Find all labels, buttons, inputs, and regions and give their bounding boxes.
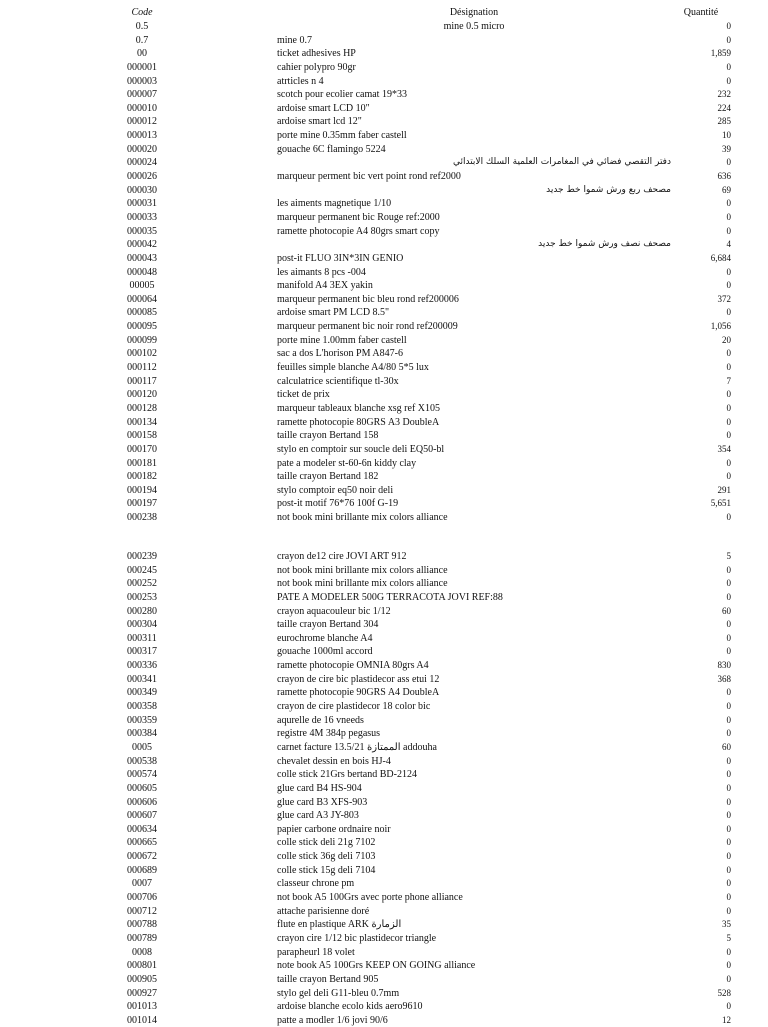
item-code: 000238 xyxy=(127,512,157,524)
table-row xyxy=(0,143,768,157)
item-quantity: 0 xyxy=(726,402,731,413)
item-code: 000788 xyxy=(127,919,157,931)
item-quantity: 636 xyxy=(717,171,731,182)
item-quantity: 528 xyxy=(717,987,731,998)
item-designation: glue card B4 HS-904 xyxy=(277,782,362,794)
item-code: 000033 xyxy=(127,211,157,223)
item-quantity: 0 xyxy=(726,225,731,236)
table-row xyxy=(0,714,768,728)
item-code: 000117 xyxy=(127,375,157,387)
item-designation: sac a dos L'horison PM A847-6 xyxy=(277,348,403,360)
item-code: 000182 xyxy=(127,471,157,483)
table-row xyxy=(0,484,768,498)
table-row xyxy=(0,932,768,946)
item-designation: marqueur perment bic vert point rond ref2000 xyxy=(277,171,461,183)
table-row xyxy=(0,47,768,61)
item-designation: chevalet dessin en bois HJ-4 xyxy=(277,755,391,767)
item-code: 000194 xyxy=(127,484,157,496)
item-code: 000574 xyxy=(127,769,157,781)
item-code: 000605 xyxy=(127,782,157,794)
item-quantity: 0 xyxy=(726,430,731,441)
item-quantity: 291 xyxy=(717,484,731,495)
item-quantity: 35 xyxy=(722,919,731,930)
table-row xyxy=(0,782,768,796)
table-row xyxy=(0,347,768,361)
item-code: 000607 xyxy=(127,810,157,822)
item-code: 000706 xyxy=(127,892,157,904)
table-row xyxy=(0,388,768,402)
table-row xyxy=(0,577,768,591)
inventory-table-block-2 xyxy=(0,550,768,1027)
item-quantity: 0 xyxy=(726,851,731,862)
item-quantity: 354 xyxy=(717,443,731,454)
item-quantity: 0 xyxy=(726,782,731,793)
item-designation: gouache 1000ml accord xyxy=(277,646,373,658)
item-quantity: 4 xyxy=(726,239,731,250)
item-quantity: 12 xyxy=(722,1014,731,1025)
item-designation: ardoise smart lcd 12" xyxy=(277,116,362,128)
item-quantity: 372 xyxy=(717,293,731,304)
item-code: 0007 xyxy=(132,878,152,890)
item-code: 000020 xyxy=(127,143,157,155)
item-designation: ramette photocopie A4 80grs smart copy xyxy=(277,225,440,237)
table-row xyxy=(0,156,768,170)
item-code: 000026 xyxy=(127,171,157,183)
table-row xyxy=(0,591,768,605)
item-quantity: 0 xyxy=(726,837,731,848)
item-code: 000048 xyxy=(127,266,157,278)
item-designation: colle stick 21Grs bertand BD-2124 xyxy=(277,769,417,781)
item-quantity: 0 xyxy=(726,878,731,889)
table-row xyxy=(0,75,768,89)
item-quantity: 0 xyxy=(726,21,731,31)
item-designation: les aiments magnetique 1/10 xyxy=(277,198,392,210)
item-quantity: 232 xyxy=(717,89,731,100)
item-designation: not book mini brillante mix colors alliance xyxy=(277,564,448,576)
item-code: 000158 xyxy=(127,430,157,442)
item-designation: patte a modler 1/6 jovi 90/6 xyxy=(277,1014,388,1026)
item-quantity: 0 xyxy=(726,905,731,916)
item-designation: دفتر التقصي فضائي في المغامرات العلمية السلك الابتدائي xyxy=(452,157,671,168)
table-row xyxy=(0,61,768,75)
item-code: 001014 xyxy=(127,1014,157,1026)
item-designation: marqueur permanent bic Rouge ref:2000 xyxy=(277,211,440,223)
item-quantity: 5 xyxy=(726,551,731,561)
table-row xyxy=(0,891,768,905)
table-row xyxy=(0,564,768,578)
item-designation: ticket adhesives HP xyxy=(277,48,356,60)
item-designation: مصحف ربع ورش شموا خط جديد xyxy=(546,184,671,195)
table-row xyxy=(0,946,768,960)
table-row xyxy=(0,959,768,973)
table-row xyxy=(0,88,768,102)
table-row xyxy=(0,1000,768,1014)
item-quantity: 0 xyxy=(726,578,731,589)
item-code: 000280 xyxy=(127,605,157,617)
item-quantity: 0 xyxy=(726,1001,731,1012)
item-code: 000012 xyxy=(127,116,157,128)
table-row xyxy=(0,102,768,116)
item-code: 000102 xyxy=(127,348,157,360)
table-row xyxy=(0,184,768,198)
item-designation: مصحف نصف ورش شموا خط جديد xyxy=(538,239,671,250)
item-designation: papier carbone ordnaire noir xyxy=(277,823,391,835)
item-quantity: 0 xyxy=(726,362,731,373)
header-code: Code xyxy=(131,7,153,18)
item-code: 000789 xyxy=(127,932,157,944)
item-designation: ardoise smart PM LCD 8.5" xyxy=(277,307,390,319)
item-quantity: 0 xyxy=(726,755,731,766)
item-quantity: 0 xyxy=(726,892,731,903)
item-code: 000634 xyxy=(127,823,157,835)
item-code: 000007 xyxy=(127,89,157,101)
item-designation: crayon cire 1/12 bic plastidecor triangle xyxy=(277,932,437,944)
table-row xyxy=(0,238,768,252)
item-designation: crayon de cire plastidecor 18 color bic xyxy=(277,701,431,713)
item-designation: stylo gel deli G11-bleu 0.7mm xyxy=(277,987,400,999)
item-designation: taille crayon Bertand 304 xyxy=(277,619,379,631)
item-designation: ramette photocopie 80GRS A3 DoubleA xyxy=(277,416,440,428)
item-quantity: 0 xyxy=(726,266,731,277)
item-designation: not book A5 100Grs avec porte phone alliance xyxy=(277,892,463,904)
item-code: 000134 xyxy=(127,416,157,428)
item-quantity: 0 xyxy=(726,810,731,821)
item-designation: carnet facture 13.5/21 الممتازة addouha xyxy=(277,741,437,753)
item-quantity: 0 xyxy=(726,211,731,222)
table-row xyxy=(0,836,768,850)
item-quantity: 0 xyxy=(726,946,731,957)
item-designation: pate a modeler st-60-6n kiddy clay xyxy=(277,457,417,469)
table-row xyxy=(0,796,768,810)
item-code: 000085 xyxy=(127,307,157,319)
table-row xyxy=(0,457,768,471)
item-quantity: 0 xyxy=(726,457,731,468)
item-code: 000311 xyxy=(127,632,157,644)
item-quantity: 7 xyxy=(726,375,731,386)
table-row xyxy=(0,429,768,443)
item-designation: post-it FLUO 3IN*3IN GENIO xyxy=(277,252,404,264)
item-quantity: 69 xyxy=(722,184,731,195)
item-quantity: 0 xyxy=(726,157,731,168)
item-designation: glue card B3 XFS-903 xyxy=(277,796,368,808)
item-code: 000239 xyxy=(127,551,157,562)
item-code: 000181 xyxy=(127,457,157,469)
item-quantity: 0 xyxy=(726,389,731,400)
item-code: 000170 xyxy=(127,443,157,455)
item-designation: note book A5 100Grs KEEP ON GOING alliance xyxy=(277,960,476,972)
item-designation: eurochrome blanche A4 xyxy=(277,632,373,644)
item-code: 000099 xyxy=(127,334,157,346)
table-row xyxy=(0,375,768,389)
item-quantity: 5,651 xyxy=(710,498,731,509)
item-designation: porte mine 0.35mm faber castell xyxy=(277,130,407,142)
item-designation: mine 0.7 xyxy=(277,34,312,46)
item-designation: marqueur tableaux blanche xsg ref X105 xyxy=(277,402,440,414)
item-designation: attache parisienne doré xyxy=(277,905,370,917)
item-quantity: 0 xyxy=(726,348,731,359)
table-row xyxy=(0,361,768,375)
item-code: 0.5 xyxy=(135,21,149,32)
item-code: 000095 xyxy=(127,321,157,333)
table-row xyxy=(0,877,768,891)
table-row xyxy=(0,252,768,266)
item-designation: taille crayon Bertand 905 xyxy=(277,973,379,985)
item-code: 000001 xyxy=(127,61,157,73)
item-quantity: 10 xyxy=(722,130,731,141)
item-designation: ramette photocopie 90GRS A4 DoubleA xyxy=(277,687,440,699)
item-designation: stylo en comptoir sur soucle deli EQ50-bl xyxy=(277,443,445,455)
item-designation: post-it motif 76*76 100f G-19 xyxy=(277,498,399,510)
item-code: 000665 xyxy=(127,837,157,849)
item-quantity: 0 xyxy=(726,646,731,657)
item-code: 000043 xyxy=(127,252,157,264)
item-code: 000031 xyxy=(127,198,157,210)
table-row xyxy=(0,973,768,987)
inventory-table-block-1 xyxy=(0,20,768,525)
item-designation: ardoise smart LCD 10" xyxy=(277,102,370,114)
item-quantity: 5 xyxy=(726,932,731,943)
item-designation: porte mine 1.00mm faber castell xyxy=(277,334,407,346)
table-row xyxy=(0,768,768,782)
item-code: 000197 xyxy=(127,498,157,510)
item-designation: glue card A3 JY-803 xyxy=(277,810,359,822)
item-designation: flute en plastique ARK الزمارة xyxy=(277,919,402,931)
item-designation: colle stick 36g deli 7103 xyxy=(277,851,376,863)
item-code: 000689 xyxy=(127,864,157,876)
item-code: 000341 xyxy=(127,673,157,685)
item-code: 000064 xyxy=(127,293,157,305)
item-designation: not book mini brillante mix colors alliance xyxy=(277,512,448,524)
table-header xyxy=(0,7,768,21)
item-quantity: 0 xyxy=(726,591,731,602)
item-quantity: 39 xyxy=(722,143,731,154)
item-designation: gouache 6C flamingo 5224 xyxy=(277,143,386,155)
item-quantity: 0 xyxy=(726,75,731,86)
table-row xyxy=(0,1014,768,1027)
item-code: 000712 xyxy=(127,905,157,917)
item-quantity: 20 xyxy=(722,334,731,345)
table-row xyxy=(0,755,768,769)
item-quantity: 60 xyxy=(722,605,731,616)
header-designation: Désignation xyxy=(449,7,499,18)
item-designation: les aimants 8 pcs -004 xyxy=(277,266,366,278)
item-quantity: 0 xyxy=(726,973,731,984)
item-quantity: 0 xyxy=(726,471,731,482)
table-row xyxy=(0,34,768,48)
item-designation: stylo comptoir eq50 noir deli xyxy=(277,484,394,496)
table-row xyxy=(0,864,768,878)
item-quantity: 0 xyxy=(726,416,731,427)
item-code: 000035 xyxy=(127,225,157,237)
table-row xyxy=(0,211,768,225)
item-code: 000317 xyxy=(127,646,157,658)
table-row xyxy=(0,129,768,143)
table-row xyxy=(0,823,768,837)
table-row xyxy=(0,20,768,34)
item-code: 000013 xyxy=(127,130,157,142)
table-row xyxy=(0,320,768,334)
item-code: 000304 xyxy=(127,619,157,631)
item-code: 000606 xyxy=(127,796,157,808)
item-quantity: 0 xyxy=(726,714,731,725)
item-code: 000384 xyxy=(127,728,157,740)
item-code: 000030 xyxy=(127,184,157,196)
item-code: 000010 xyxy=(127,102,157,114)
item-code: 000252 xyxy=(127,578,157,590)
item-code: 001013 xyxy=(127,1001,157,1013)
table-row xyxy=(0,741,768,755)
item-quantity: 224 xyxy=(717,102,731,113)
item-code: 000120 xyxy=(127,389,157,401)
table-row xyxy=(0,334,768,348)
item-quantity: 830 xyxy=(717,660,731,671)
item-code: 000112 xyxy=(127,362,157,374)
table-row xyxy=(0,497,768,511)
table-row xyxy=(0,511,768,525)
item-code: 000003 xyxy=(127,75,157,87)
table-row xyxy=(0,809,768,823)
item-quantity: 0 xyxy=(726,796,731,807)
item-code: 0005 xyxy=(132,741,152,753)
item-code: 000042 xyxy=(127,239,157,251)
item-quantity: 368 xyxy=(717,673,731,684)
item-designation: calculatrice scientifique tl-30x xyxy=(277,375,399,387)
item-code: 0.7 xyxy=(135,34,149,46)
item-designation: not book mini brillante mix colors alliance xyxy=(277,578,448,590)
item-quantity: 0 xyxy=(726,960,731,971)
item-code: 000801 xyxy=(127,960,157,972)
item-designation: scotch pour ecolier camat 19*33 xyxy=(277,89,407,101)
item-quantity: 0 xyxy=(726,198,731,209)
table-row xyxy=(0,170,768,184)
item-quantity: 0 xyxy=(726,864,731,875)
item-quantity: 0 xyxy=(726,307,731,318)
table-row xyxy=(0,197,768,211)
table-row xyxy=(0,850,768,864)
item-code: 000128 xyxy=(127,402,157,414)
item-designation: feuilles simple blanche A4/80 5*5 lux xyxy=(277,362,429,374)
table-row xyxy=(0,266,768,280)
item-code: 000905 xyxy=(127,973,157,985)
item-code: 000349 xyxy=(127,687,157,699)
item-designation: manifold A4 3EX yakin xyxy=(277,280,373,292)
item-quantity: 0 xyxy=(726,280,731,291)
item-designation: marqueur permanent bic noir rond ref200009 xyxy=(277,321,458,333)
item-designation: marqueur permanent bic bleu rond ref200006 xyxy=(277,293,459,305)
item-designation: colle stick deli 21g 7102 xyxy=(277,837,376,849)
item-designation: taille crayon Bertand 182 xyxy=(277,471,379,483)
item-designation: crayon aquacouleur bic 1/12 xyxy=(277,605,391,617)
item-quantity: 0 xyxy=(726,632,731,643)
item-quantity: 0 xyxy=(726,823,731,834)
table-row xyxy=(0,918,768,932)
table-row xyxy=(0,402,768,416)
item-quantity: 1,859 xyxy=(710,48,731,59)
item-code: 000672 xyxy=(127,851,157,863)
item-designation: parapheurl 18 volet xyxy=(277,946,355,958)
item-designation: taille crayon Bertand 158 xyxy=(277,430,379,442)
item-quantity: 1,056 xyxy=(710,321,731,332)
table-row xyxy=(0,645,768,659)
item-quantity: 60 xyxy=(722,741,731,752)
table-row xyxy=(0,905,768,919)
table-row xyxy=(0,686,768,700)
table-row xyxy=(0,279,768,293)
item-quantity: 0 xyxy=(726,701,731,712)
item-designation: atrticles n 4 xyxy=(277,75,324,87)
table-row xyxy=(0,416,768,430)
item-code: 000538 xyxy=(127,755,157,767)
item-designation: ardoise blanche ecolo kids aero9610 xyxy=(277,1001,423,1013)
item-designation: classeur chrone pm xyxy=(277,878,355,890)
item-designation: PATE A MODELER 500G TERRACOTA JOVI REF:88 xyxy=(277,591,503,603)
item-code: 00 xyxy=(137,48,147,60)
item-code: 00005 xyxy=(129,280,155,292)
table-row xyxy=(0,470,768,484)
table-row xyxy=(0,293,768,307)
item-code: 000927 xyxy=(127,987,157,999)
item-quantity: 0 xyxy=(726,564,731,575)
item-quantity: 0 xyxy=(726,512,731,523)
table-row xyxy=(0,306,768,320)
item-quantity: 0 xyxy=(726,687,731,698)
item-designation: ramette photocopie OMNIA 80grs A4 xyxy=(277,660,429,672)
table-row xyxy=(0,659,768,673)
item-designation: aqurelle de 16 vneeds xyxy=(277,714,364,726)
item-quantity: 0 xyxy=(726,619,731,630)
item-quantity: 0 xyxy=(726,769,731,780)
item-designation: crayon de12 cire JOVI ART 912 xyxy=(277,551,407,562)
item-code: 000245 xyxy=(127,564,157,576)
table-row xyxy=(0,987,768,1001)
item-designation: cahier polypro 90gr xyxy=(277,61,356,73)
item-code: 000359 xyxy=(127,714,157,726)
item-quantity: 0 xyxy=(726,61,731,72)
item-designation: registre 4M 384p pegasus xyxy=(277,728,381,740)
item-quantity: 6,684 xyxy=(710,252,731,263)
item-designation: ticket de prix xyxy=(277,389,330,401)
table-row xyxy=(0,673,768,687)
item-code: 000358 xyxy=(127,701,157,713)
table-row xyxy=(0,225,768,239)
item-code: 000336 xyxy=(127,660,157,672)
table-row xyxy=(0,115,768,129)
table-row xyxy=(0,632,768,646)
item-code: 000253 xyxy=(127,591,157,603)
table-row xyxy=(0,443,768,457)
item-code: 0008 xyxy=(132,946,152,958)
table-row xyxy=(0,550,768,564)
item-designation: colle stick 15g deli 7104 xyxy=(277,864,376,876)
item-designation: mine 0.5 micro xyxy=(443,21,505,32)
table-row xyxy=(0,700,768,714)
item-quantity: 285 xyxy=(717,116,731,127)
table-row xyxy=(0,605,768,619)
table-row xyxy=(0,727,768,741)
item-quantity: 0 xyxy=(726,728,731,739)
header-quantite: Quantité xyxy=(683,7,719,18)
item-code: 000024 xyxy=(127,157,157,169)
item-quantity: 0 xyxy=(726,34,731,45)
table-row xyxy=(0,618,768,632)
item-designation: crayon de cire bic plastidecor ass etui 12 xyxy=(277,673,440,685)
